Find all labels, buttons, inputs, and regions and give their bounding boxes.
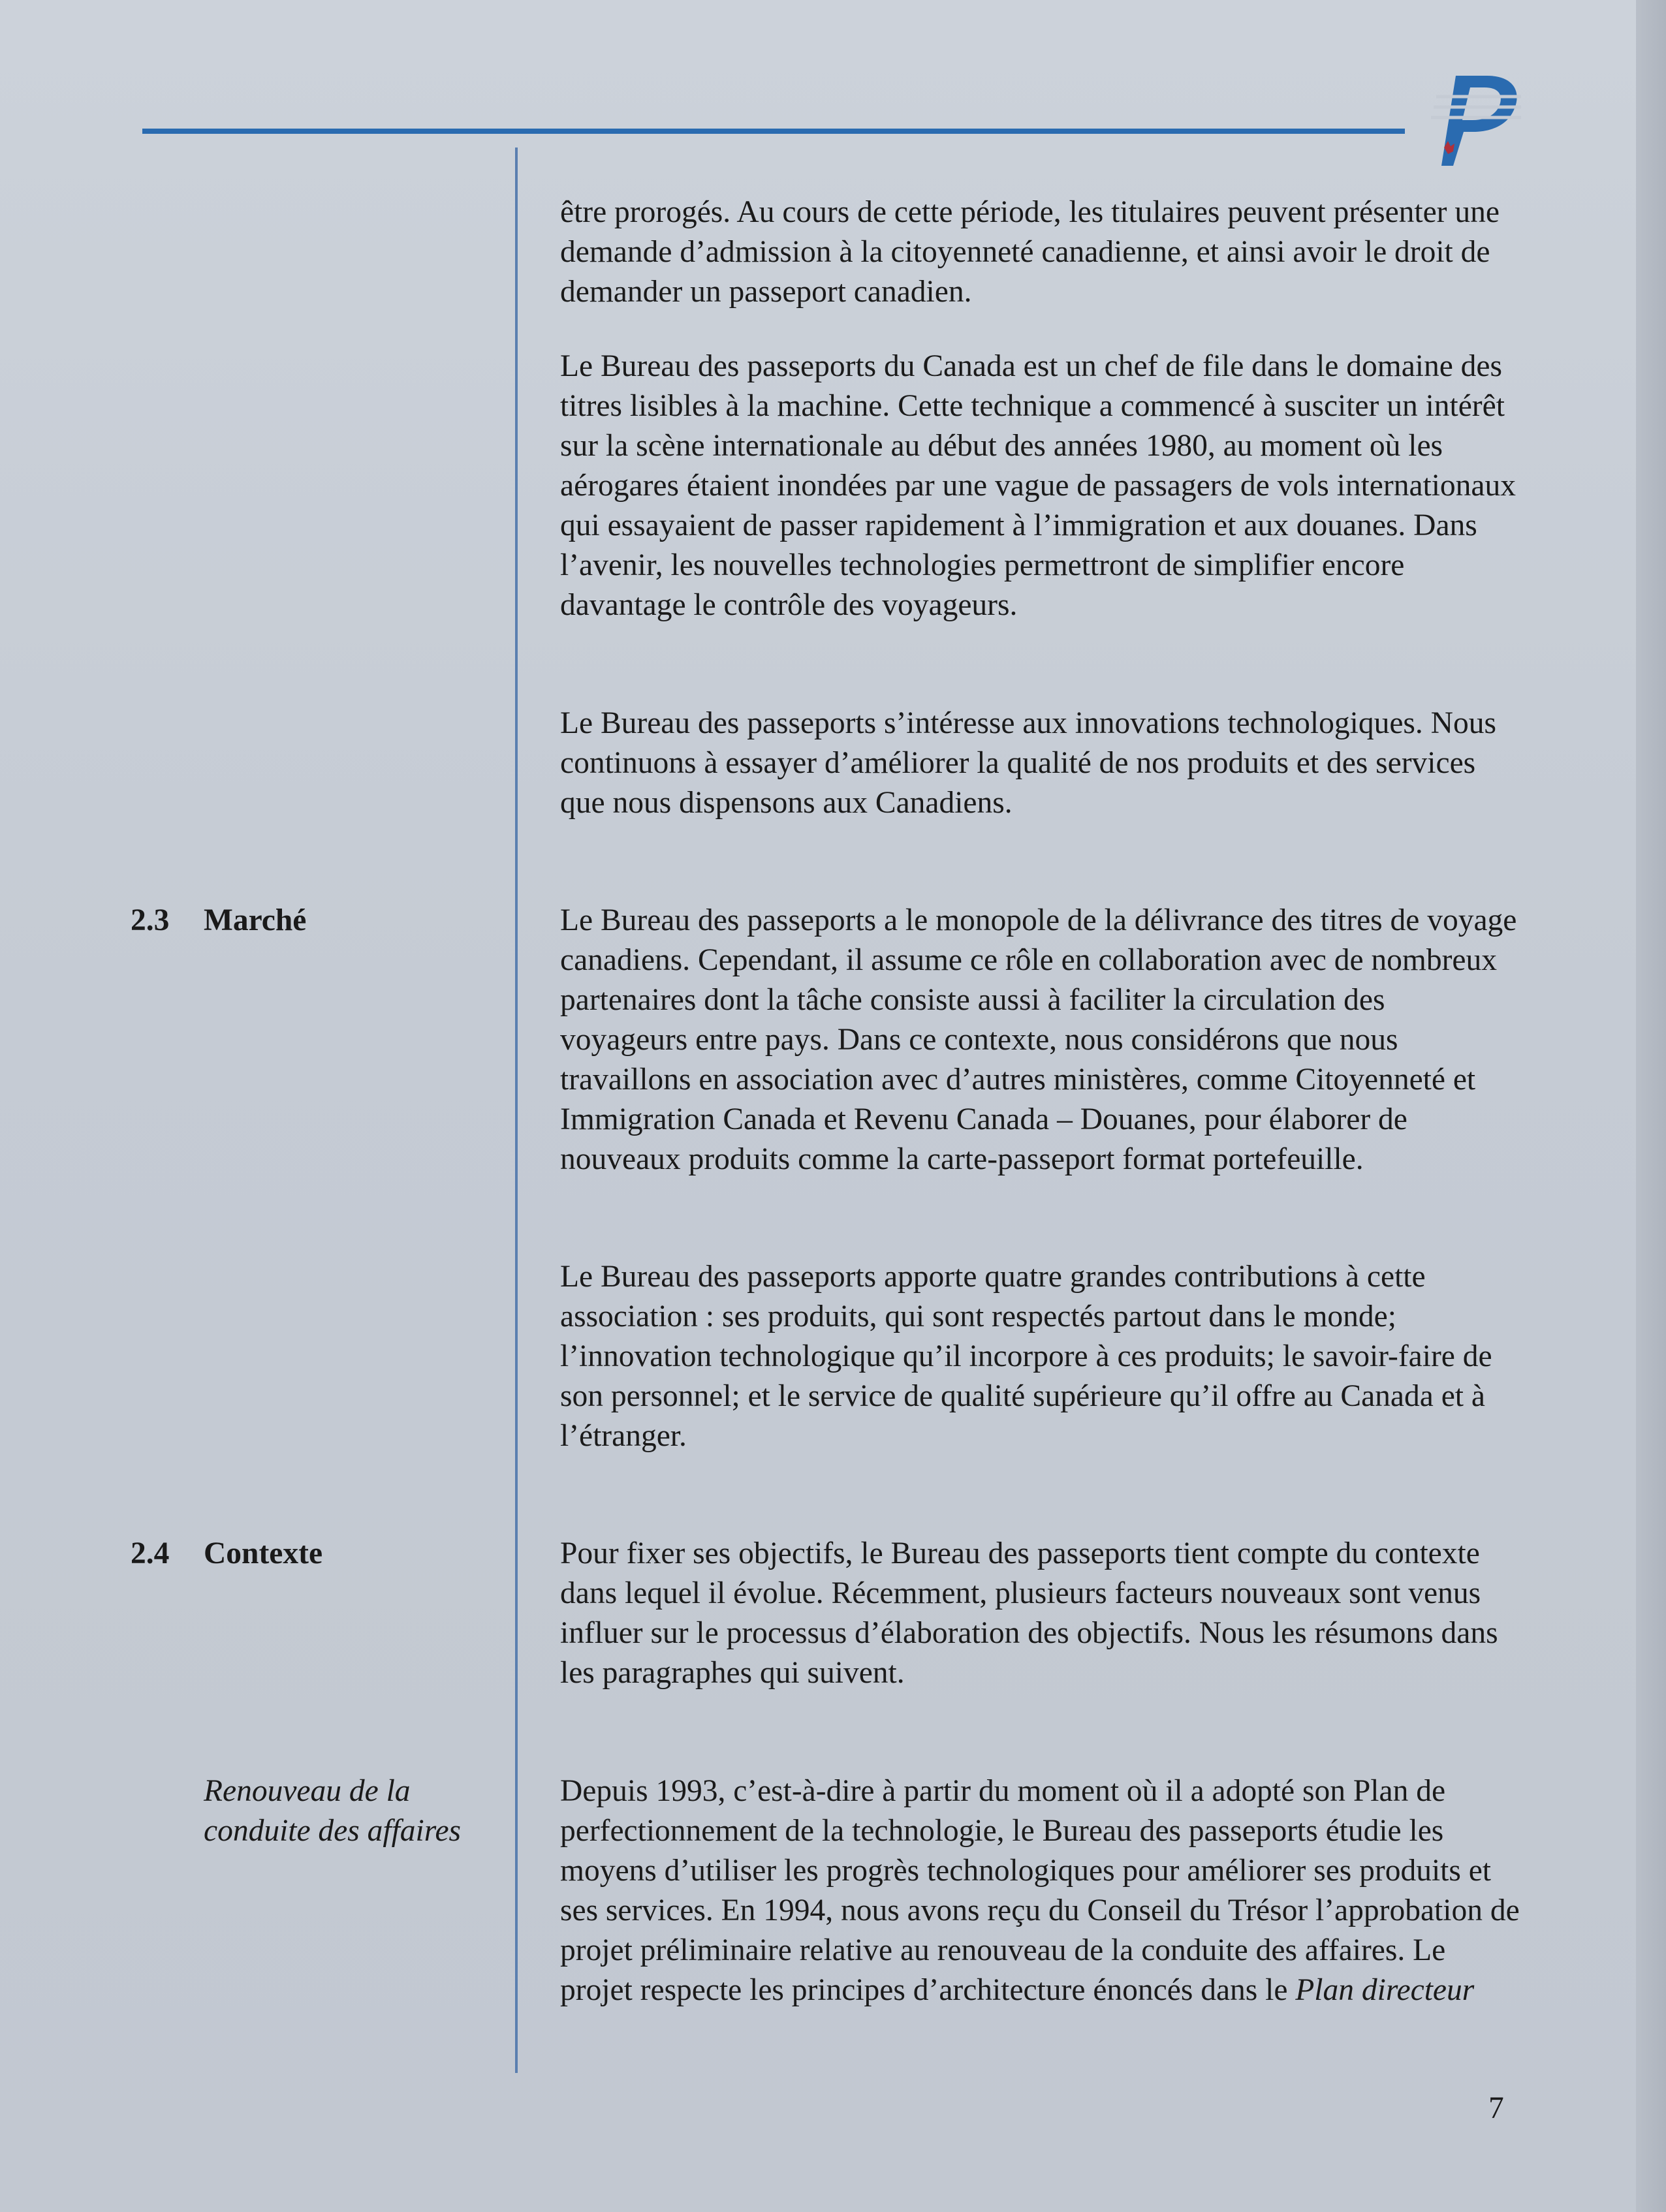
paragraph-5: Le Bureau des passeports apporte quatre grandes contributions à cette association : ses produits, qui sont respectés partout dans le monde; l’innovation technologique qu’il incorpore à ces produits; le savoir-faire de son personnel; et le service de qualité supérieure qu’il offre au Canada et à l’étranger.	[560, 1260, 1492, 1453]
passport-office-logo-icon	[1410, 70, 1526, 170]
section-number-2-4: 2.4	[131, 1536, 170, 1570]
side-heading-line-2: conduite des affaires	[204, 1814, 462, 1848]
paragraph-7-italic: Plan directeur	[1295, 1973, 1475, 2007]
section-title-marche: Marché	[204, 903, 307, 937]
side-heading-line-1: Renouveau de la	[204, 1774, 411, 1808]
paragraph-2: Le Bureau des passeports du Canada est un chef de file dans le domaine des titres lisibles à la machine. Cette technique a commencé à susciter un intérêt sur la scène internationale au début des années 1980, au moment où les aérogares étaient inondées par une vague de passagers de vols internationaux qui essayaient de passer rapidement à l’immigration et aux douanes. Dans l’avenir, les nouvelles technologies permettront de simplifier encore davantage le contrôle des voyageurs.	[560, 349, 1517, 622]
header-rule	[142, 129, 1405, 134]
column-divider	[515, 148, 518, 2073]
paragraph-4: Le Bureau des passeports a le monopole de la délivrance des titres de voyage canadiens. Cependant, il assume ce rôle en collaboration avec de nombreux partenaires dont la tâche consiste aussi à faciliter la circulation des voyageurs entre pays. Dans ce contexte, nous considérons que nous travaillons en association avec d’autres ministères, comme Citoyenneté et Immigration Canada et Revenu Canada – Douanes, pour élaborer de nouveaux produits comme la carte-passeport format portefeuille.	[560, 903, 1517, 1176]
section-title-contexte: Contexte	[204, 1536, 323, 1570]
page-number: 7	[1488, 2091, 1504, 2125]
section-number-2-3: 2.3	[131, 903, 170, 937]
paragraph-6: Pour fixer ses objectifs, le Bureau des passeports tient compte du contexte dans lequel il évolue. Récemment, plusieurs facteurs nouveaux sont venus influer sur le processus d’élaboration des objectifs. Nous les résumons dans les paragraphes qui suivent.	[560, 1536, 1498, 1690]
page-edge-shadow	[1636, 0, 1666, 2212]
paragraph-1: être prorogés. Au cours de cette période, les titulaires peuvent présenter une demande d’admission à la citoyenneté canadienne, et ainsi avoir le droit de demander un passeport canadien.	[560, 195, 1500, 309]
paragraph-3: Le Bureau des passeports s’intéresse aux innovations technologiques. Nous continuons à essayer d’améliorer la qualité de nos produits et des services que nous dispensons aux Canadiens.	[560, 706, 1496, 820]
paragraph-7-text: Depuis 1993, c’est-à-dire à partir du moment où il a adopté son Plan de perfectionnement de la technologie, le Bureau des passeports étudie les moyens d’utiliser les progrès technologiques pour améliorer ses produits et ses services. En 1994, nous avons reçu du Conseil du Trésor l’approbation de projet préliminaire relative au renouveau de la conduite des affaires. Le projet respecte les principes d’architecture énoncés dans le	[560, 1774, 1520, 2007]
paragraph-7	[560, 1771, 1520, 2010]
side-heading-renouveau	[204, 1771, 504, 1851]
